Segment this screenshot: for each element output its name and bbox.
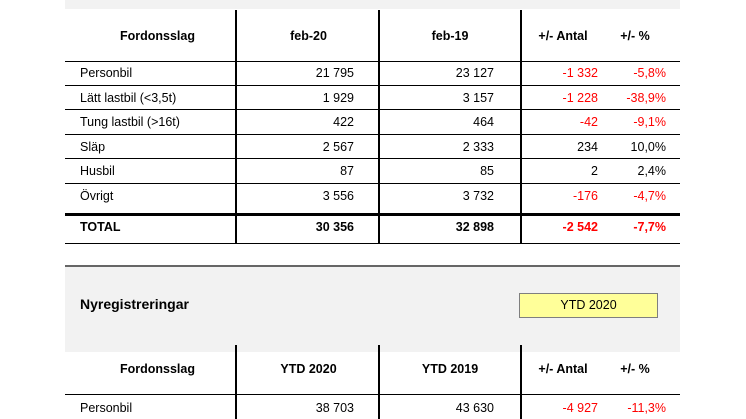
header-feb-19: feb-19 — [431, 29, 469, 43]
table-1-header-rule — [65, 61, 680, 62]
row-value-2: 3 157 — [462, 90, 494, 105]
row-value-1: 1 929 — [322, 90, 354, 105]
total-feb-19: 32 898 — [455, 220, 494, 234]
row-value-2: 85 — [480, 164, 494, 178]
row-diff: -4 927 — [562, 401, 598, 415]
header-fordonsslag: Fordonsslag — [119, 362, 195, 376]
row-value-1: 422 — [333, 115, 354, 129]
row-label: Tung lastbil (>16t) — [80, 115, 180, 129]
row-rule — [65, 158, 680, 159]
total-rule — [65, 213, 680, 216]
row-pct: -38,9% — [626, 90, 666, 105]
row-label: Personbil — [80, 401, 133, 415]
row-diff: -1 228 — [562, 90, 598, 105]
row-label: Husbil — [80, 164, 115, 178]
row-label: Släp — [80, 139, 106, 154]
row-pct: -4,7% — [633, 188, 666, 203]
row-label: Lätt lastbil (<3,5t) — [80, 90, 177, 105]
header-pct: +/- % — [620, 29, 650, 43]
row-pct: -5,8% — [633, 66, 666, 80]
row-diff: -176 — [572, 188, 598, 203]
row-rule — [65, 183, 680, 184]
row-value-1: 21 795 — [315, 66, 354, 80]
period-selector[interactable]: YTD 2020 — [519, 293, 658, 318]
row-rule — [65, 85, 680, 86]
header-ytd-2020: YTD 2020 — [280, 362, 337, 376]
total-antal: -2 542 — [562, 220, 598, 234]
row-value-2: 2 333 — [462, 139, 494, 154]
row-value-1: 38 703 — [315, 401, 354, 415]
row-diff: 234 — [577, 139, 598, 154]
row-value-1: 3 556 — [322, 188, 354, 203]
header-ytd-2019: YTD 2019 — [421, 362, 479, 376]
total-pct: -7,7% — [633, 220, 666, 234]
row-label: Personbil — [80, 66, 133, 80]
table-1-bottom-rule — [65, 243, 680, 244]
row-value-2: 464 — [473, 115, 494, 129]
row-value-1: 2 567 — [322, 139, 354, 154]
row-rule — [65, 109, 680, 110]
row-value-2: 3 732 — [462, 188, 494, 203]
total-feb-20: 30 356 — [315, 220, 354, 234]
row-pct: -11,3% — [627, 401, 666, 415]
row-value-2: 23 127 — [455, 66, 494, 80]
row-pct: 10,0% — [630, 139, 666, 154]
row-pct: 2,4% — [637, 164, 666, 178]
row-rule — [65, 134, 680, 135]
row-value-2: 43 630 — [455, 401, 494, 415]
header-antal: +/- Antal — [538, 362, 588, 376]
section-2-title: Nyregistreringar — [80, 296, 189, 312]
row-label: Övrigt — [80, 188, 114, 203]
row-diff: 2 — [591, 164, 598, 178]
top-band — [65, 0, 680, 9]
header-feb-20: feb-20 — [290, 29, 327, 43]
row-value-1: 87 — [340, 164, 354, 178]
table-2-header-rule — [65, 394, 680, 395]
header-fordonsslag: Fordonsslag — [119, 29, 195, 43]
header-pct: +/- % — [620, 362, 650, 376]
header-antal: +/- Antal — [538, 29, 588, 43]
row-diff: -42 — [579, 115, 598, 129]
total-label: TOTAL — [80, 220, 121, 234]
row-pct: -9,1% — [633, 115, 666, 129]
row-diff: -1 332 — [562, 66, 598, 80]
